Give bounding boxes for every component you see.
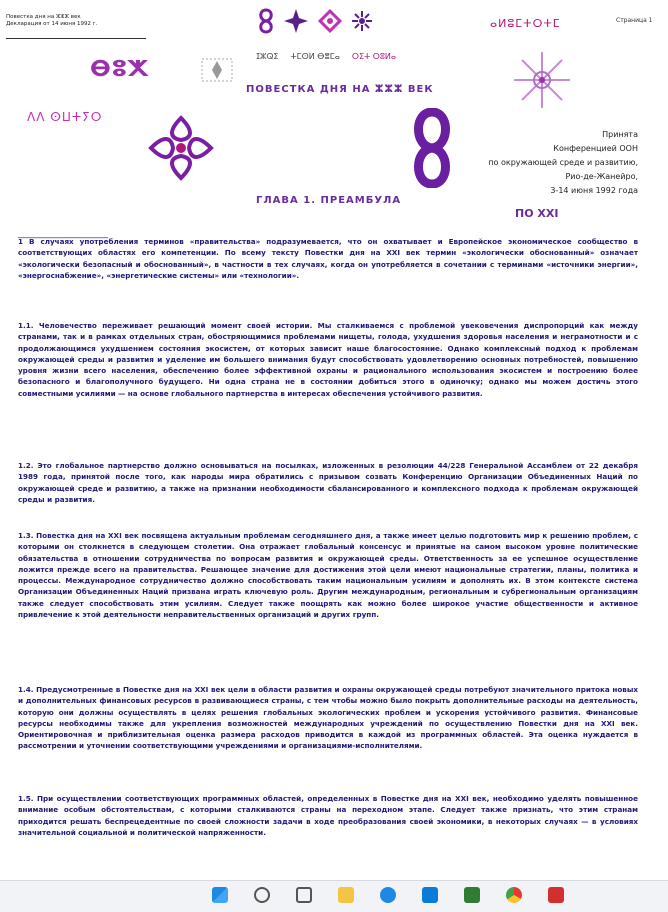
small-emblem-icon [200, 55, 240, 85]
chrome-icon[interactable] [506, 887, 522, 903]
windows-start-icon[interactable] [212, 887, 228, 903]
logo-word: ⴱⵓⵅ [90, 57, 150, 82]
flower-ornament-icon [351, 10, 373, 32]
circular-emblem-icon [143, 110, 219, 186]
footnote-separator: ____________________ [18, 229, 108, 239]
mail-icon[interactable] [422, 887, 438, 903]
task-view-icon[interactable] [296, 887, 312, 903]
browser-icon[interactable] [380, 887, 396, 903]
diamond-ornament-icon [317, 8, 343, 34]
header-line-2: Декларация от 14 июня 1992 г. [6, 21, 98, 27]
paragraph-1-5: 1.5. При осуществлении соответствующих программных областей, определенных в Повестке дня на XXI век, необходимо уделять повышенное внимание особым обстоятельствам, с которыми сталкиваются страны на переходном этапе. Следует также признать, что этим странам приходится решать беспрецедентные по своей сложности задачи в ходе преобразования своей экономики, в некоторых случаях — в условиях значительной социальной и политической напряженности. [18, 794, 638, 837]
paragraph-1-4: 1.4. Предусмотренные в Повестке дня на XXI век цели в области развития и охраны окружающей среды потребуют значительного притока новых и дополнительных финансовых ресурсов в развивающиеся страны, с тем чтобы можно было покрыть дополнительные расходы на деятельность, которую они должны осуществлять в целях решения глобальных экологических проблем и ускорения устойчивого развития. Финансовые ресурсы необходимы также для укрепления возможностей международных учреждений по осуществлению Повестки дня на XXI век. Ориентировочная и приблизительная оценка размера расходов приводится в каждой из программных областей. Эта оценка нуждается в рассмотрении и уточнении соответствующими учреждениями и организациями-исполнителями. [18, 685, 638, 751]
paragraph-1-3: 1.3. Повестка дня на XXI век посвящена актуальным проблемам сегодняшнего дня, а также имеет целью подготовить мир к решению проблем, с которыми он столкнется в следующем столетии. Она отражает глобальный консенсус и принятые на самом высоком уровне политические обязательства в отношении сотрудничества по вопросам развития и окружающей среды. Ответственность за ее успешное осуществление ложится прежде всего на правительства. Решающее значение для достижения этой цели имеют национальные стратегии, планы, политика и процессы. Международное сотрудничество должно способствовать таким национальным усилиям и дополнять их. В этом контексте система Организации Объединенных Наций призвана играть ключевую роль. Другим международным, региональным и субрегиональным организациям также следует способствовать этим усилиям. Следует также поощрять как можно более широкое участие общественности и активное привлечение к этой деятельности неправительственных организаций и других групп. [18, 531, 638, 620]
adoption-line-2: Конференцией ООН [553, 144, 638, 153]
header-line-1: Повестка дня на ⵣⵣⵣ век [6, 14, 81, 20]
pdf-reader-icon[interactable] [548, 887, 564, 903]
adoption-block [398, 128, 638, 198]
paragraph-1-2: 1.2. Это глобальное партнерство должно основываться на посылках, изложенных в резолюции 44/228 Генеральной Ассамблеи от 22 декабря 1989 года, принятой после того, как народы мира обратились с призывом созвать Конференцию Организации Объединенных Наций по окружающей среде и развитию, а также на признании необходимости сбалансированного и комплексного подхода к проблемам окружающей среды и развития. [18, 461, 638, 504]
script-sample-1: ⵊⵣⵕⵉ [256, 52, 279, 61]
store-icon[interactable] [464, 887, 480, 903]
paragraph-intro: 1 В случаях употребления терминов «правительства» подразумевается, что он охватывает и Европейское экономическое сообщество в соответствующих областях его компетенции. По всему тексту Повестки дня на XXI век термин «экологически обоснованный» означает «экологически безопасный и обоснованный», в частности в тех случаях, когда он употребляется в сочетании с терминами «источники энергии», «энергоснабжение», «энергетические системы» или «технологии». [18, 237, 638, 280]
paragraph-1-1: 1.1. Человечество переживает решающий момент своей истории. Мы сталкиваемся с проблемой увековечения диспропорций как между странами, так и в рамках отдельных стран, обостряющимися проблемами нищеты, голода, ухудшения здоровья населения и неграмотности и с продолжающимся ухудшением состояния экосистем, от которых зависит наше благосостояние. Однако комплексный подход к проблемам окружающей среды и развития и уделение им большего внимания будут способствовать удовлетворению основных потребностей, повышению уровня жизни всего населения, обеспечению более эффективной охраны и рационального использования экосистем и построению более безопасного и благополучного будущего. Ни одна страна не в состоянии добиться этого в одиночку; однако мы можем достичь этого совместными усилиями — на основе глобального партнерства в интересах обеспечения устойчивого развития. [18, 321, 638, 398]
adoption-line-3: по окружающей среде и развитию, [488, 158, 638, 167]
search-icon[interactable] [254, 887, 270, 903]
script-samples [256, 52, 396, 61]
adoption-line-4: Рио-де-Жанейро, [565, 172, 638, 181]
script-sample-2: ⵜⵎⵙⵍ ⴱⴻⵎⴰ [290, 52, 340, 61]
taskbar [0, 880, 668, 912]
file-explorer-icon[interactable] [338, 887, 354, 903]
page-number: Страница 1 [616, 17, 653, 24]
logo-subtitle: ⴷⴷ ⵙⵡⵜⵢⵔ [27, 110, 103, 124]
adoption-line-5: 3-14 июня 1992 года [550, 186, 638, 195]
snowflake-emblem-icon [512, 50, 572, 110]
header-tifinagh-mark: ⴰⵍⵓⵎⵜⵔⵜⵎ [490, 17, 561, 30]
taskbar-icons [212, 887, 564, 903]
knot-ornament-icon [257, 8, 275, 34]
header-ornaments [257, 8, 373, 34]
star-ornament-icon [283, 8, 309, 34]
un-code: ПО XXI [515, 207, 559, 220]
chapter-title: ГЛАВА 1. ПРЕАМБУЛА [256, 195, 402, 206]
header-left-caption [6, 14, 126, 28]
header-rule [6, 38, 146, 39]
agenda-title: ПОВЕСТКА ДНЯ НА ⵣⵣⵣ ВЕК [246, 84, 434, 95]
adoption-line-1: Принята [602, 130, 638, 139]
script-sample-3: ⵔⵉⵜ ⵔⵓⵍⴰ [351, 52, 397, 61]
